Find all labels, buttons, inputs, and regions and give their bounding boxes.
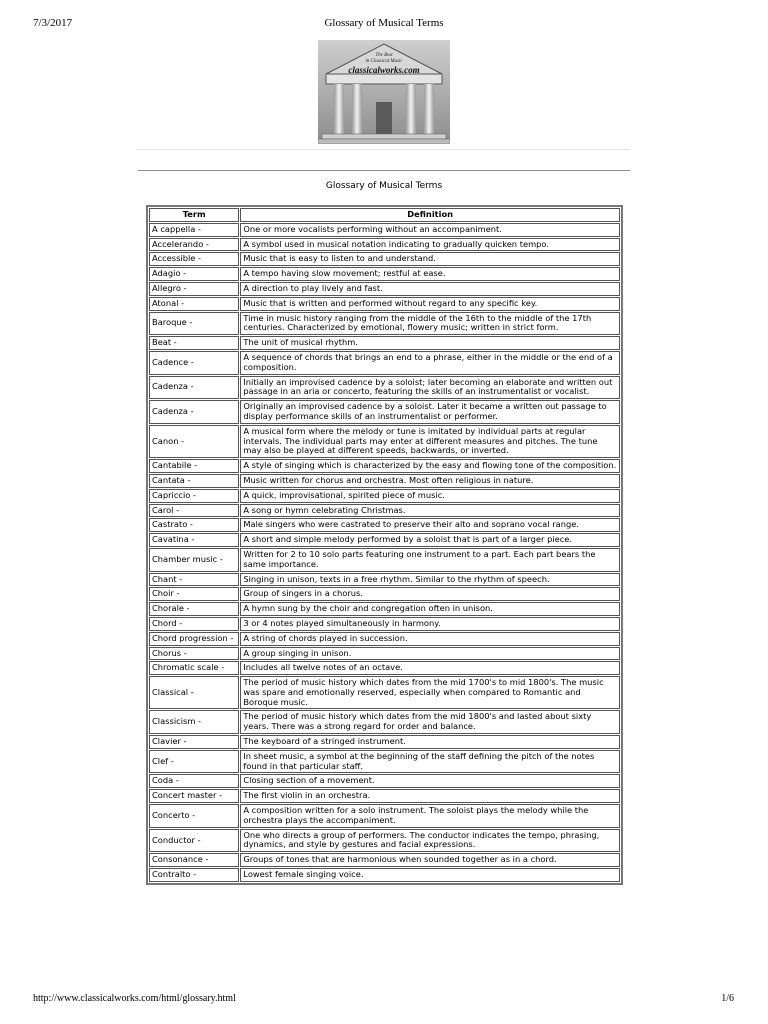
print-page-number: 1/6 — [721, 993, 734, 1004]
print-url: http://www.classicalworks.com/html/glossary.html — [33, 993, 236, 1004]
term-cell: A cappella - — [149, 223, 239, 237]
term-cell: Adagio - — [149, 267, 239, 281]
term-cell: Consonance - — [149, 853, 239, 867]
term-cell: Chord progression - — [149, 632, 239, 646]
definition-cell: Closing section of a movement. — [240, 774, 620, 788]
definition-cell: The period of music history which dates from the mid 1800's and lasted about sixty years. There was a strong regard for order and balance. — [240, 710, 620, 734]
table-row — [149, 223, 620, 237]
table-row — [149, 573, 620, 587]
term-cell: Beat - — [149, 336, 239, 350]
term-cell: Concert master - — [149, 789, 239, 803]
term-cell: Clavier - — [149, 735, 239, 749]
term-cell: Contralto - — [149, 868, 239, 882]
table-row — [149, 774, 620, 788]
definition-column-header: Definition — [240, 208, 620, 222]
table-row — [149, 282, 620, 296]
table-row — [149, 710, 620, 734]
term-cell: Castrato - — [149, 518, 239, 532]
table-row — [149, 400, 620, 424]
table-row — [149, 297, 620, 311]
table-row — [149, 587, 620, 601]
print-title: Glossary of Musical Terms — [324, 17, 444, 29]
term-cell: Classical - — [149, 676, 239, 709]
term-cell: Canon - — [149, 425, 239, 458]
definition-cell: One who directs a group of performers. The conductor indicates the tempo, phrasing, dynamics, and style by gestures and facial expressions. — [240, 829, 620, 853]
definition-cell: The unit of musical rhythm. — [240, 336, 620, 350]
definition-cell: One or more vocalists performing without an accompaniment. — [240, 223, 620, 237]
term-cell: Accessible - — [149, 252, 239, 266]
term-cell: Carol - — [149, 504, 239, 518]
table-row — [149, 789, 620, 803]
definition-cell: A group singing in unison. — [240, 647, 620, 661]
term-cell: Chamber music - — [149, 548, 239, 572]
table-row — [149, 804, 620, 828]
definition-cell: Male singers who were castrated to preserve their alto and soprano vocal range. — [240, 518, 620, 532]
term-cell: Cadenza - — [149, 400, 239, 424]
term-cell: Cadence - — [149, 351, 239, 375]
table-row — [149, 548, 620, 572]
definition-cell: A sequence of chords that brings an end to a phrase, either in the middle or the end of a composition. — [240, 351, 620, 375]
definition-cell: In sheet music, a symbol at the beginning of the staff defining the pitch of the notes found in that particular staff. — [240, 750, 620, 774]
term-cell: Conductor - — [149, 829, 239, 853]
table-row — [149, 868, 620, 882]
term-cell: Concerto - — [149, 804, 239, 828]
definition-cell: Group of singers in a chorus. — [240, 587, 620, 601]
table-row — [149, 351, 620, 375]
table-row — [149, 267, 620, 281]
term-cell: Chorale - — [149, 602, 239, 616]
table-row — [149, 474, 620, 488]
definition-cell: Time in music history ranging from the middle of the 16th to the middle of the 17th centuries. Characterized by emotional, flowery music; written in strict form. — [240, 312, 620, 336]
definition-cell: Initially an improvised cadence by a soloist; later becoming an elaborate and written out passage in an aria or concerto, featuring the skills of an instrumentalist or vocalist. — [240, 376, 620, 400]
table-row — [149, 617, 620, 631]
term-cell: Cavatina - — [149, 533, 239, 547]
term-cell: Chord - — [149, 617, 239, 631]
table-row — [149, 829, 620, 853]
glossary-rows — [149, 223, 620, 882]
table-row — [149, 533, 620, 547]
definition-cell: 3 or 4 notes played simultaneously in harmony. — [240, 617, 620, 631]
table-row — [149, 252, 620, 266]
logo-tagline-1: The Best — [375, 53, 393, 58]
logo-brand: classicalworks.com — [348, 65, 420, 75]
definition-cell: Written for 2 to 10 solo parts featuring one instrument to a part. Each part bears the same importance. — [240, 548, 620, 572]
table-row — [149, 647, 620, 661]
table-row — [149, 735, 620, 749]
definition-cell: A short and simple melody performed by a soloist that is part of a larger piece. — [240, 533, 620, 547]
table-row — [149, 504, 620, 518]
definition-cell: A string of chords played in succession. — [240, 632, 620, 646]
divider-top — [136, 149, 630, 150]
term-cell: Choir - — [149, 587, 239, 601]
term-cell: Chant - — [149, 573, 239, 587]
table-row — [149, 376, 620, 400]
classicalworks-logo[interactable] — [318, 40, 450, 144]
definition-cell: Music that is easy to listen to and understand. — [240, 252, 620, 266]
definition-cell: A quick, improvisational, spirited piece of music. — [240, 489, 620, 503]
term-cell: Classicism - — [149, 710, 239, 734]
definition-cell: A symbol used in musical notation indicating to gradually quicken tempo. — [240, 238, 620, 252]
table-row — [149, 750, 620, 774]
definition-cell: Originally an improvised cadence by a soloist. Later it became a written out passage to display performance skills of an instrumentalist or performer. — [240, 400, 620, 424]
definition-cell: A direction to play lively and fast. — [240, 282, 620, 296]
page-heading: Glossary of Musical Terms — [325, 181, 443, 191]
print-date: 7/3/2017 — [33, 17, 73, 29]
term-cell: Baroque - — [149, 312, 239, 336]
term-cell: Chorus - — [149, 647, 239, 661]
glossary-table — [146, 205, 623, 885]
definition-cell: Music written for chorus and orchestra. Most often religious in nature. — [240, 474, 620, 488]
definition-cell: A tempo having slow movement; restful at ease. — [240, 267, 620, 281]
definition-cell: The keyboard of a stringed instrument. — [240, 735, 620, 749]
definition-cell: A musical form where the melody or tune is imitated by individual parts at regular intervals. The individual parts may enter at different measures and pitches. The tune may also be played at different speeds, backwards, or inverted. — [240, 425, 620, 458]
definition-cell: Groups of tones that are harmonious when sounded together as in a chord. — [240, 853, 620, 867]
definition-cell: A song or hymn celebrating Christmas. — [240, 504, 620, 518]
table-row — [149, 459, 620, 473]
definition-cell: Lowest female singing voice. — [240, 868, 620, 882]
divider-bottom — [138, 170, 630, 171]
table-row — [149, 632, 620, 646]
table-header-row — [149, 208, 620, 222]
term-cell: Atonal - — [149, 297, 239, 311]
table-row — [149, 489, 620, 503]
logo-tagline-2: in Classical Music — [365, 59, 403, 64]
definition-cell: The period of music history which dates from the mid 1700's to mid 1800's. The music was spare and emotionally reserved, especially when compared to Romantic and Boroque music. — [240, 676, 620, 709]
term-cell: Cantabile - — [149, 459, 239, 473]
definition-cell: A style of singing which is characterized by the easy and flowing tone of the composition. — [240, 459, 620, 473]
table-row — [149, 238, 620, 252]
table-row — [149, 602, 620, 616]
table-row — [149, 425, 620, 458]
table-row — [149, 661, 620, 675]
term-cell: Cadenza - — [149, 376, 239, 400]
term-cell: Allegro - — [149, 282, 239, 296]
table-row — [149, 676, 620, 709]
term-cell: Cantata - — [149, 474, 239, 488]
table-row — [149, 853, 620, 867]
definition-cell: Singing in unison, texts in a free rhythm. Similar to the rhythm of speech. — [240, 573, 620, 587]
definition-cell: Includes all twelve notes of an octave. — [240, 661, 620, 675]
term-cell: Chromatic scale - — [149, 661, 239, 675]
definition-cell: Music that is written and performed without regard to any specific key. — [240, 297, 620, 311]
definition-cell: A hymn sung by the choir and congregation often in unison. — [240, 602, 620, 616]
definition-cell: The first violin in an orchestra. — [240, 789, 620, 803]
term-cell: Capriccio - — [149, 489, 239, 503]
definition-cell: A composition written for a solo instrument. The soloist plays the melody while the orchestra plays the accompaniment. — [240, 804, 620, 828]
table-row — [149, 336, 620, 350]
table-row — [149, 518, 620, 532]
term-cell: Accelerando - — [149, 238, 239, 252]
term-cell: Coda - — [149, 774, 239, 788]
table-row — [149, 312, 620, 336]
term-column-header: Term — [149, 208, 239, 222]
term-cell: Clef - — [149, 750, 239, 774]
